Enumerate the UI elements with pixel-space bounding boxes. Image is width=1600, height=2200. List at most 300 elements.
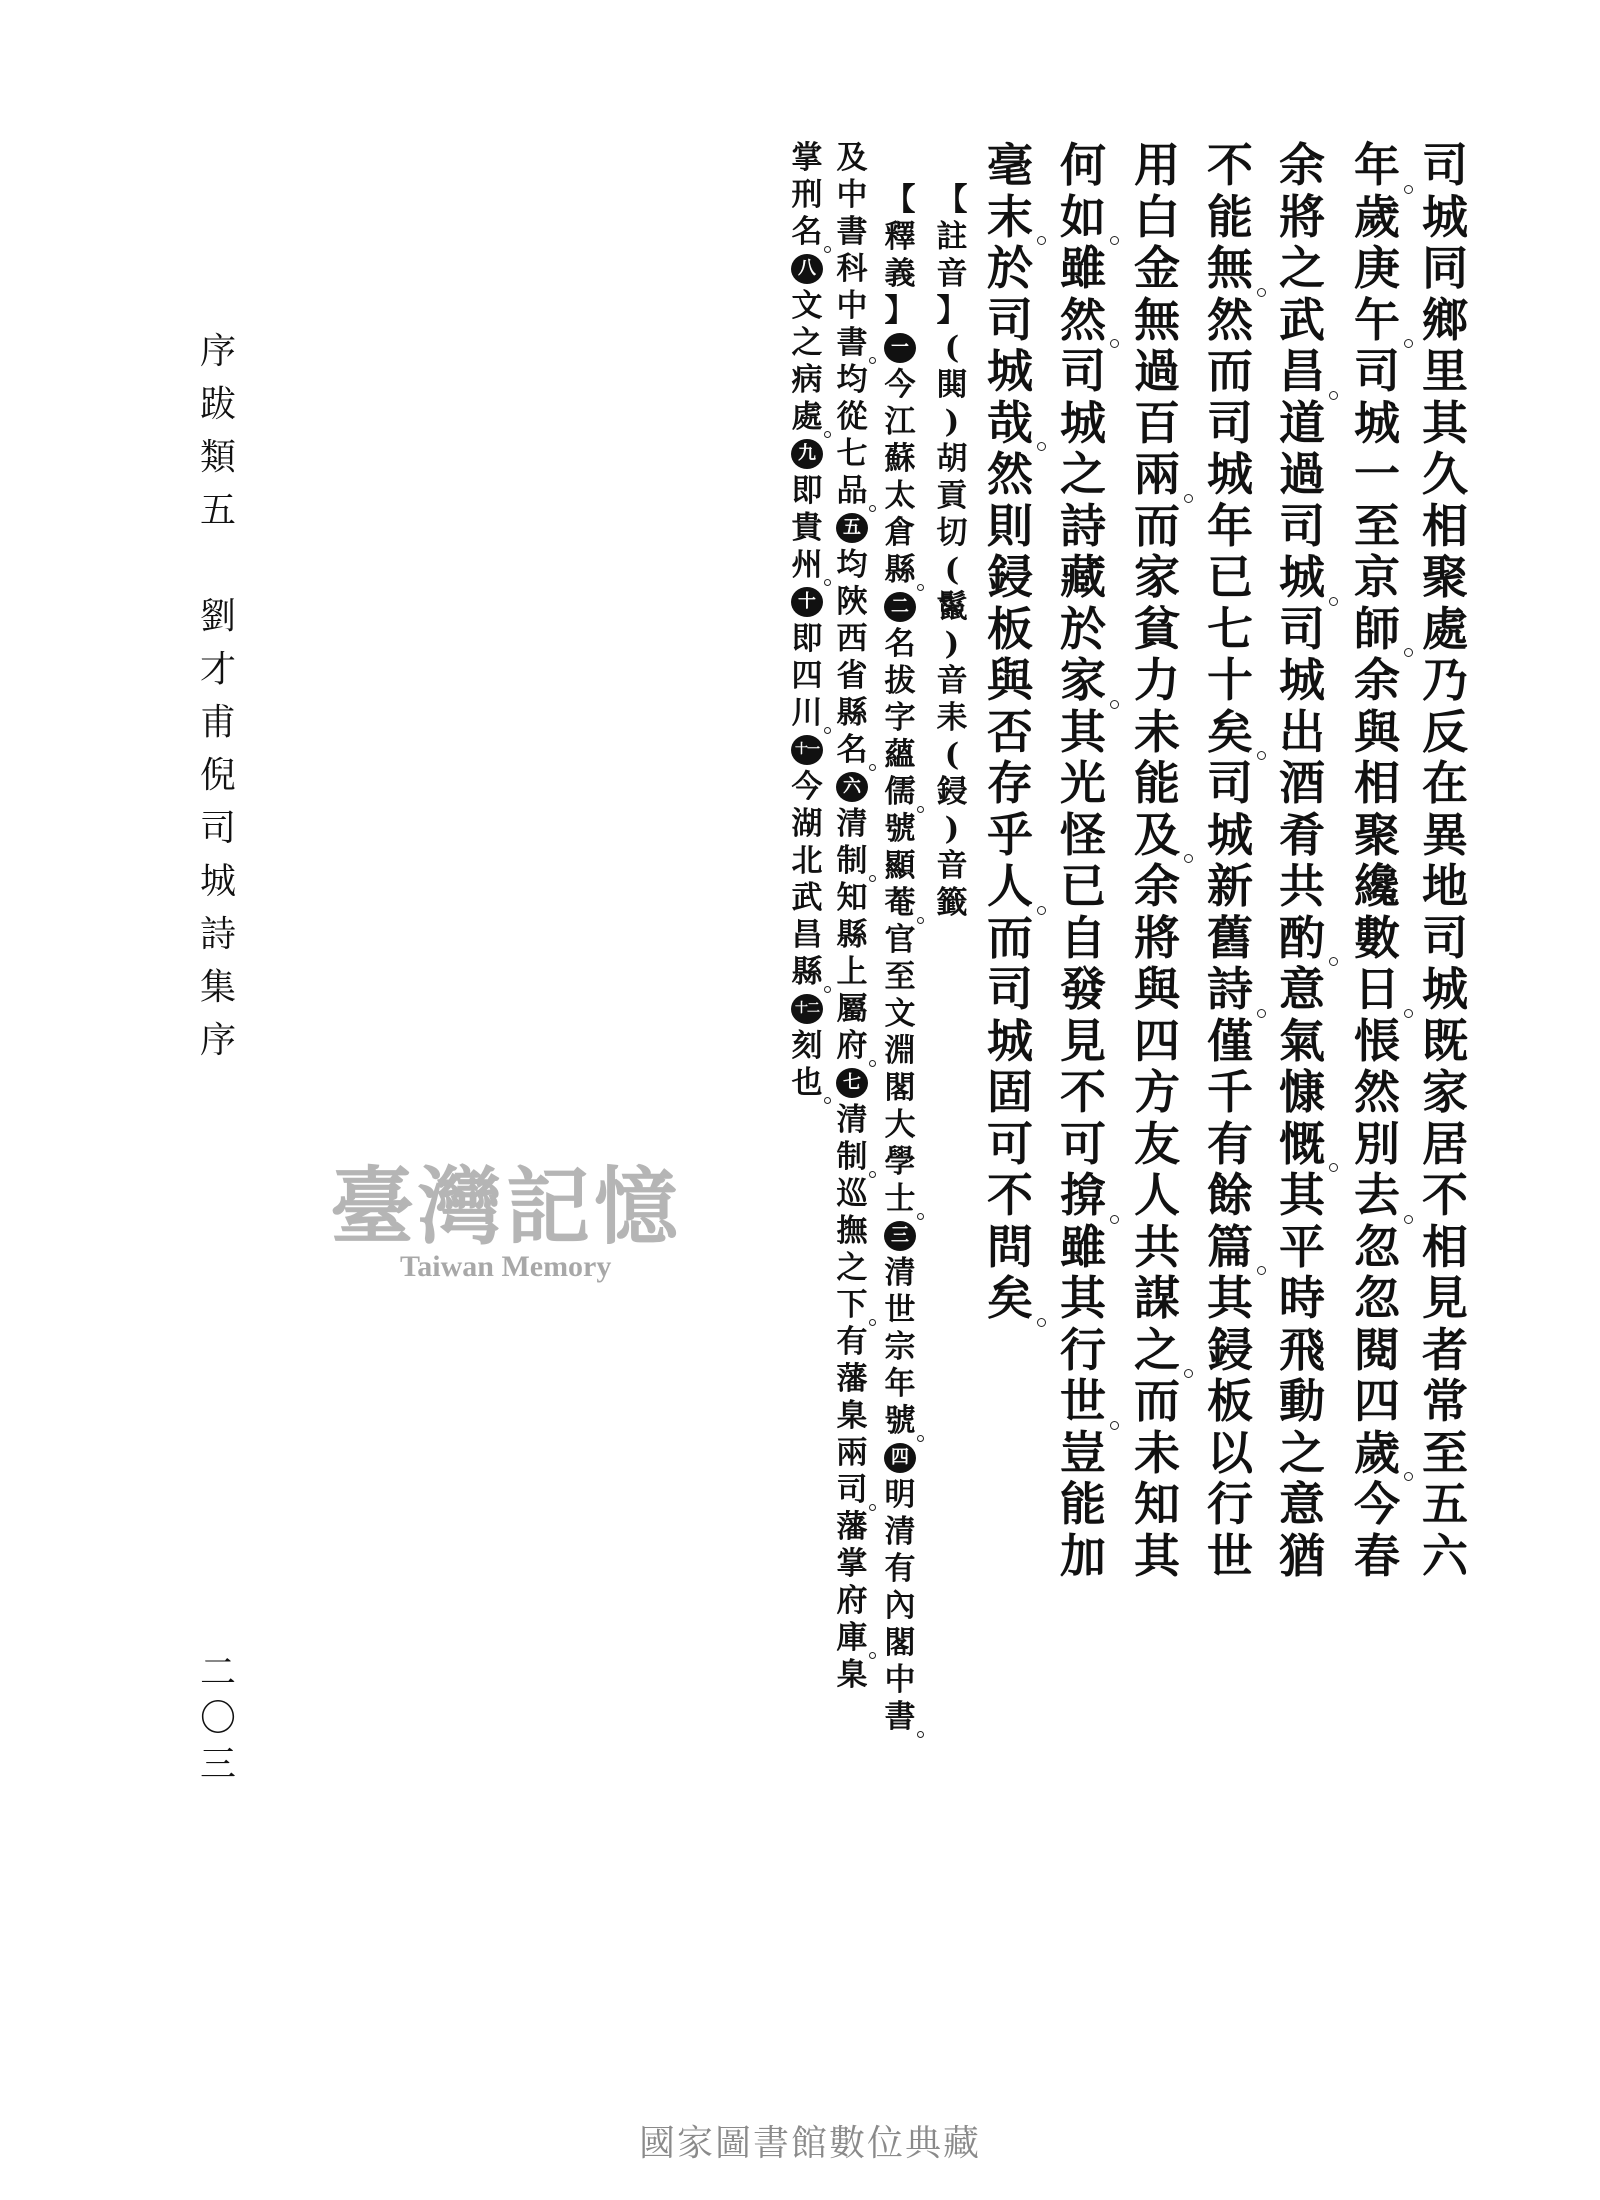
character: 乎 [987, 807, 1033, 862]
character: 中 [884, 1662, 916, 1698]
character: 一 [1354, 447, 1400, 501]
character: 城 [1276, 552, 1328, 604]
character: 新 [1207, 859, 1253, 913]
character: 加 [1060, 1528, 1106, 1583]
character: 肴 [1279, 807, 1325, 862]
character: 及 [1131, 810, 1183, 862]
punctuation-mark [1257, 288, 1266, 297]
punctuation-mark [824, 727, 831, 734]
character: 府 [834, 1028, 870, 1065]
character: 武 [791, 880, 823, 916]
character: 臬 [836, 1398, 868, 1434]
note-number-badge: 十一 [791, 735, 823, 765]
character: 士 [882, 1181, 918, 1218]
character: 司 [1207, 395, 1253, 450]
character: 胡 [936, 441, 968, 477]
character: 名 [789, 214, 825, 251]
character: 省 [836, 658, 868, 694]
character: 餘 [1207, 1168, 1253, 1222]
character: 城 [199, 861, 236, 902]
character: 見 [1422, 1271, 1468, 1325]
character: 千 [1207, 1065, 1253, 1119]
character: 今 [884, 367, 916, 403]
character: 刻 [791, 1028, 823, 1064]
character: 聚 [1354, 807, 1400, 862]
character: 也 [789, 1065, 825, 1102]
character: 用 [1134, 138, 1180, 192]
character: 中 [836, 288, 868, 324]
character: 中 [836, 177, 868, 213]
character: 巡 [836, 1176, 868, 1212]
character: 品 [834, 473, 870, 510]
character: 去 [1351, 1170, 1403, 1222]
punctuation-mark [824, 986, 831, 993]
character: 年 [884, 1366, 916, 1402]
character: 司 [1279, 498, 1325, 553]
note-column-definitions-1 [882, 182, 918, 1736]
punctuation-mark [1404, 185, 1413, 194]
character: 常 [1422, 1374, 1468, 1428]
character: 貢 [936, 478, 968, 514]
character: 掌 [791, 140, 823, 176]
character: 京 [1354, 550, 1400, 604]
character: 異 [1422, 807, 1468, 862]
character: 道 [1279, 395, 1325, 450]
character: 城 [1354, 395, 1400, 450]
punctuation-mark [869, 1171, 876, 1178]
character: 方 [1134, 1065, 1180, 1119]
character: 序 [199, 331, 236, 372]
character: 武 [1279, 292, 1325, 347]
character: 至 [1354, 498, 1400, 553]
character: 二 [199, 1652, 236, 1693]
character: 藏 [1060, 550, 1106, 604]
character: ( [944, 737, 960, 773]
character: 世 [884, 1292, 916, 1328]
character: 豈 [1060, 1425, 1106, 1480]
character: 動 [1279, 1374, 1325, 1428]
character: 余 [1279, 138, 1325, 192]
character: 清 [836, 1102, 868, 1138]
character: 余 [1354, 653, 1400, 707]
running-header [196, 325, 240, 1067]
note-number-badge: 四 [884, 1443, 916, 1473]
character: 湖 [791, 806, 823, 842]
character: 以 [1207, 1425, 1253, 1480]
character: 而 [1134, 1374, 1180, 1428]
character: 掌 [836, 1546, 868, 1582]
character: 名 [884, 626, 916, 662]
character: 府 [836, 1583, 868, 1619]
character: 出 [1279, 704, 1325, 759]
character: 縣 [836, 695, 868, 731]
character: 詩 [1204, 964, 1256, 1016]
character: 鋟 [936, 774, 968, 810]
character: 書 [834, 325, 870, 362]
character: 上 [836, 954, 868, 990]
character: 問 [987, 1219, 1033, 1274]
character: 藩 [836, 1509, 868, 1545]
character: 飛 [1279, 1322, 1325, 1377]
character: 科 [836, 251, 868, 287]
character: ) [944, 626, 960, 662]
character: 切 [936, 515, 968, 551]
character: 反 [1422, 704, 1468, 759]
note-number-badge: 八 [791, 254, 823, 284]
punctuation-mark [869, 505, 876, 512]
character: 然 [1207, 292, 1253, 347]
character: 司 [987, 292, 1033, 347]
character: 劉 [199, 596, 236, 637]
character: 猶 [1279, 1528, 1325, 1583]
punctuation-mark [1110, 1421, 1119, 1430]
character: 兩 [1131, 449, 1183, 501]
character: 發 [1060, 962, 1106, 1016]
character: 同 [1422, 241, 1468, 295]
punctuation-mark [1257, 1266, 1266, 1275]
character: 下 [834, 1287, 870, 1324]
punctuation-mark [1404, 1215, 1413, 1224]
character: 註 [936, 219, 968, 255]
character: 百 [1134, 395, 1180, 450]
character: 才 [199, 649, 236, 690]
main-text-column-3 [1276, 140, 1328, 1582]
character: 城 [987, 344, 1033, 398]
character: 與 [987, 653, 1033, 707]
character: 其 [1060, 1271, 1106, 1325]
character: 慨 [1276, 1119, 1328, 1171]
character: 篇 [1204, 1222, 1256, 1274]
punctuation-mark [824, 579, 831, 586]
character: 見 [1060, 1013, 1106, 1068]
character: 金 [1134, 241, 1180, 295]
character: 三 [199, 1744, 236, 1785]
character: 已 [1060, 859, 1106, 913]
character: 詩 [199, 914, 236, 955]
character: ( [944, 552, 960, 588]
character: 歲 [1351, 1428, 1403, 1480]
character: 耒 [936, 700, 968, 736]
character: 其 [1060, 704, 1106, 759]
character: 於 [1060, 601, 1106, 656]
punctuation-mark [1037, 1318, 1046, 1327]
character: 固 [987, 1065, 1033, 1119]
character: 即 [791, 621, 823, 657]
character: 病 [791, 362, 823, 398]
character: 學 [884, 1144, 916, 1180]
character: 鋟 [987, 550, 1033, 604]
punctuation-mark [1110, 339, 1119, 348]
note-number-badge: 六 [836, 772, 868, 802]
character: 貴 [791, 510, 823, 546]
character: 共 [1134, 1219, 1180, 1274]
character: 七 [836, 436, 868, 472]
character: 司 [1422, 138, 1468, 192]
character: 然 [1057, 295, 1109, 347]
character: 過 [1279, 447, 1325, 501]
character: 十 [1207, 653, 1253, 707]
character: 而 [987, 910, 1033, 965]
character: 甫 [199, 702, 236, 743]
note-number-badge: 二 [884, 592, 916, 622]
character: 春 [1354, 1528, 1400, 1583]
character: 城 [987, 1013, 1033, 1068]
character: 類 [199, 437, 236, 478]
character: 纔 [1354, 859, 1400, 913]
character: 家 [1134, 550, 1180, 604]
character: ) [944, 811, 960, 847]
character: 太 [884, 478, 916, 514]
character: 倪 [199, 755, 236, 796]
character: 至 [1422, 1425, 1468, 1480]
character: 之 [1279, 1425, 1325, 1480]
punctuation-mark [917, 1731, 924, 1738]
character: 不 [1060, 1065, 1106, 1119]
character: 庫 [834, 1620, 870, 1657]
punctuation-mark [869, 1652, 876, 1659]
character: 司 [1279, 601, 1325, 656]
character: 處 [1422, 601, 1468, 656]
character: 則 [987, 498, 1033, 553]
character: 均 [836, 362, 868, 398]
character: 久 [1422, 447, 1468, 501]
character: 音 [936, 663, 968, 699]
punctuation-mark [917, 1435, 924, 1442]
character: 制 [834, 1139, 870, 1176]
character: 司 [834, 1472, 870, 1509]
punctuation-mark [869, 1319, 876, 1326]
character: 未 [1134, 704, 1180, 759]
character: 毫 [987, 138, 1033, 192]
character: 五 [1422, 1477, 1468, 1531]
character: 五 [199, 490, 236, 531]
character: 而 [1134, 498, 1180, 553]
character: 六 [1422, 1528, 1468, 1583]
character: 及 [836, 140, 868, 176]
character: ) [944, 404, 960, 440]
character: 之 [1131, 1325, 1183, 1377]
character: 序 [199, 1020, 236, 1061]
character: 今 [1354, 1477, 1400, 1531]
character: 行 [1060, 1322, 1106, 1377]
punctuation-mark [1329, 957, 1338, 966]
character: 菴 [882, 885, 918, 922]
archive-footer: 國家圖書館數位典藏 [638, 2123, 981, 2164]
character: 司 [199, 808, 236, 849]
character: 然 [1354, 1065, 1400, 1119]
character: 未 [1134, 1425, 1180, 1480]
character: 均 [836, 547, 868, 583]
character: 】 [936, 293, 968, 329]
character: 世 [1207, 1528, 1253, 1583]
punctuation-mark [869, 764, 876, 771]
punctuation-mark [869, 1504, 876, 1511]
character: 相 [1354, 756, 1400, 810]
punctuation-mark [869, 1060, 876, 1067]
character: 昌 [791, 917, 823, 953]
character: 末 [984, 192, 1036, 244]
character: 里 [1422, 344, 1468, 398]
character: 屬 [836, 991, 868, 1027]
punctuation-mark [917, 806, 924, 813]
character: 共 [1279, 859, 1325, 913]
character: 在 [1422, 756, 1468, 810]
punctuation-mark [869, 875, 876, 882]
character: 與 [1354, 704, 1400, 759]
character: 七 [1207, 601, 1253, 656]
character: 拔 [884, 663, 916, 699]
character: 縣 [882, 552, 918, 589]
character: 從 [836, 399, 868, 435]
character: 名 [834, 732, 870, 769]
character: 與 [1134, 962, 1180, 1016]
character: 板 [1207, 1374, 1253, 1428]
note-number-badge: 五 [836, 513, 868, 543]
character: 【 [884, 182, 916, 218]
character: 至 [884, 959, 916, 995]
character: 】 [884, 293, 916, 329]
character: 之 [836, 1250, 868, 1286]
character: 城 [1207, 807, 1253, 862]
punctuation-mark [917, 584, 924, 591]
character: 鄉 [1422, 292, 1468, 347]
character: 城 [1060, 395, 1106, 450]
character: 如 [1057, 192, 1109, 244]
character: 矣 [1204, 707, 1256, 759]
punctuation-mark [1037, 236, 1046, 245]
note-column-definitions-2 [834, 140, 870, 1694]
character: 既 [1422, 1013, 1468, 1068]
character: 刑 [791, 177, 823, 213]
character: 今 [791, 769, 823, 805]
character: 城 [1279, 653, 1325, 707]
character: 西 [836, 621, 868, 657]
punctuation-mark [1257, 751, 1266, 760]
main-text-column-5 [1131, 140, 1183, 1582]
taiwan-memory-watermark-subtitle: Taiwan Memory [400, 1250, 612, 1283]
character: 字 [884, 700, 916, 736]
character: 白 [1134, 189, 1180, 244]
character: 【 [936, 182, 968, 218]
character: 光 [1060, 756, 1106, 810]
character: 將 [1134, 910, 1180, 965]
punctuation-mark [824, 1097, 831, 1104]
character: 閣 [884, 1070, 916, 1106]
character: 否 [987, 704, 1033, 759]
character: 人 [1134, 1168, 1180, 1222]
character: 陜 [836, 584, 868, 620]
character: 家 [1422, 1065, 1468, 1119]
character: 音 [936, 848, 968, 884]
character: 號 [882, 1403, 918, 1440]
character: 鋟 [1207, 1322, 1253, 1377]
character: 揜 [1057, 1170, 1109, 1222]
punctuation-mark [824, 246, 831, 253]
character: 雖 [1060, 241, 1106, 295]
character: 已 [1207, 550, 1253, 604]
character: 別 [1354, 1116, 1400, 1171]
character: 城 [1422, 962, 1468, 1016]
character: 鬣 [936, 589, 968, 625]
character: 板 [987, 601, 1033, 656]
character: 其 [1207, 1271, 1253, 1325]
character: 世 [1057, 1376, 1109, 1428]
character: 四 [1134, 1013, 1180, 1068]
character: 怪 [1060, 807, 1106, 862]
character: 有 [884, 1551, 916, 1587]
character: 雖 [1060, 1219, 1106, 1274]
character: 閱 [1354, 1322, 1400, 1377]
note-number-badge: 一 [884, 333, 916, 363]
character: 文 [884, 996, 916, 1032]
character: 文 [791, 288, 823, 324]
main-text-column-4 [1204, 140, 1256, 1582]
character: 可 [1060, 1116, 1106, 1171]
punctuation-mark [824, 431, 831, 438]
character: 將 [1279, 189, 1325, 244]
character: 之 [1279, 241, 1325, 295]
character: 清 [884, 1255, 916, 1291]
character: 午 [1351, 295, 1403, 347]
note-column-definitions-3 [789, 140, 825, 1102]
character: 官 [884, 922, 916, 958]
character: 司 [1207, 756, 1253, 810]
character: 不 [1207, 138, 1253, 192]
character: 顯 [884, 848, 916, 884]
character: 四 [791, 658, 823, 694]
character: 知 [836, 880, 868, 916]
character: 不 [987, 1168, 1033, 1222]
character: 相 [1422, 498, 1468, 553]
punctuation-mark [1184, 1369, 1193, 1378]
punctuation-mark [1329, 597, 1338, 606]
punctuation-mark [1110, 700, 1119, 709]
character: 存 [987, 756, 1033, 810]
character: 四 [1354, 1374, 1400, 1428]
character: 有 [836, 1324, 868, 1360]
punctuation-mark [1184, 854, 1193, 863]
character: 義 [884, 256, 916, 292]
character: 宗 [884, 1329, 916, 1365]
character: 之 [1060, 447, 1106, 501]
character: 相 [1422, 1219, 1468, 1274]
character: 自 [1060, 910, 1106, 965]
character: 儒 [882, 774, 918, 811]
punctuation-mark [1404, 1472, 1413, 1481]
character: 忽 [1354, 1219, 1400, 1274]
character: 過 [1134, 344, 1180, 398]
character: 能 [1060, 1477, 1106, 1531]
character: 〇 [199, 1698, 236, 1739]
character: 忽 [1354, 1271, 1400, 1325]
character: 臬 [836, 1657, 868, 1693]
note-number-badge: 十二 [791, 994, 823, 1024]
character: 其 [1279, 1168, 1325, 1222]
character: 跋 [199, 384, 236, 425]
character: 音 [936, 256, 968, 292]
character: 兩 [836, 1435, 868, 1471]
punctuation-mark [1404, 339, 1413, 348]
character: 地 [1422, 859, 1468, 913]
character: 家 [1057, 655, 1109, 707]
character: 內 [884, 1588, 916, 1624]
punctuation-mark [1404, 1009, 1413, 1018]
character: 哉 [984, 398, 1036, 450]
character: 蘊 [884, 737, 916, 773]
punctuation-mark [1037, 906, 1046, 915]
character: 清 [836, 806, 868, 842]
character: 余 [1134, 859, 1180, 913]
